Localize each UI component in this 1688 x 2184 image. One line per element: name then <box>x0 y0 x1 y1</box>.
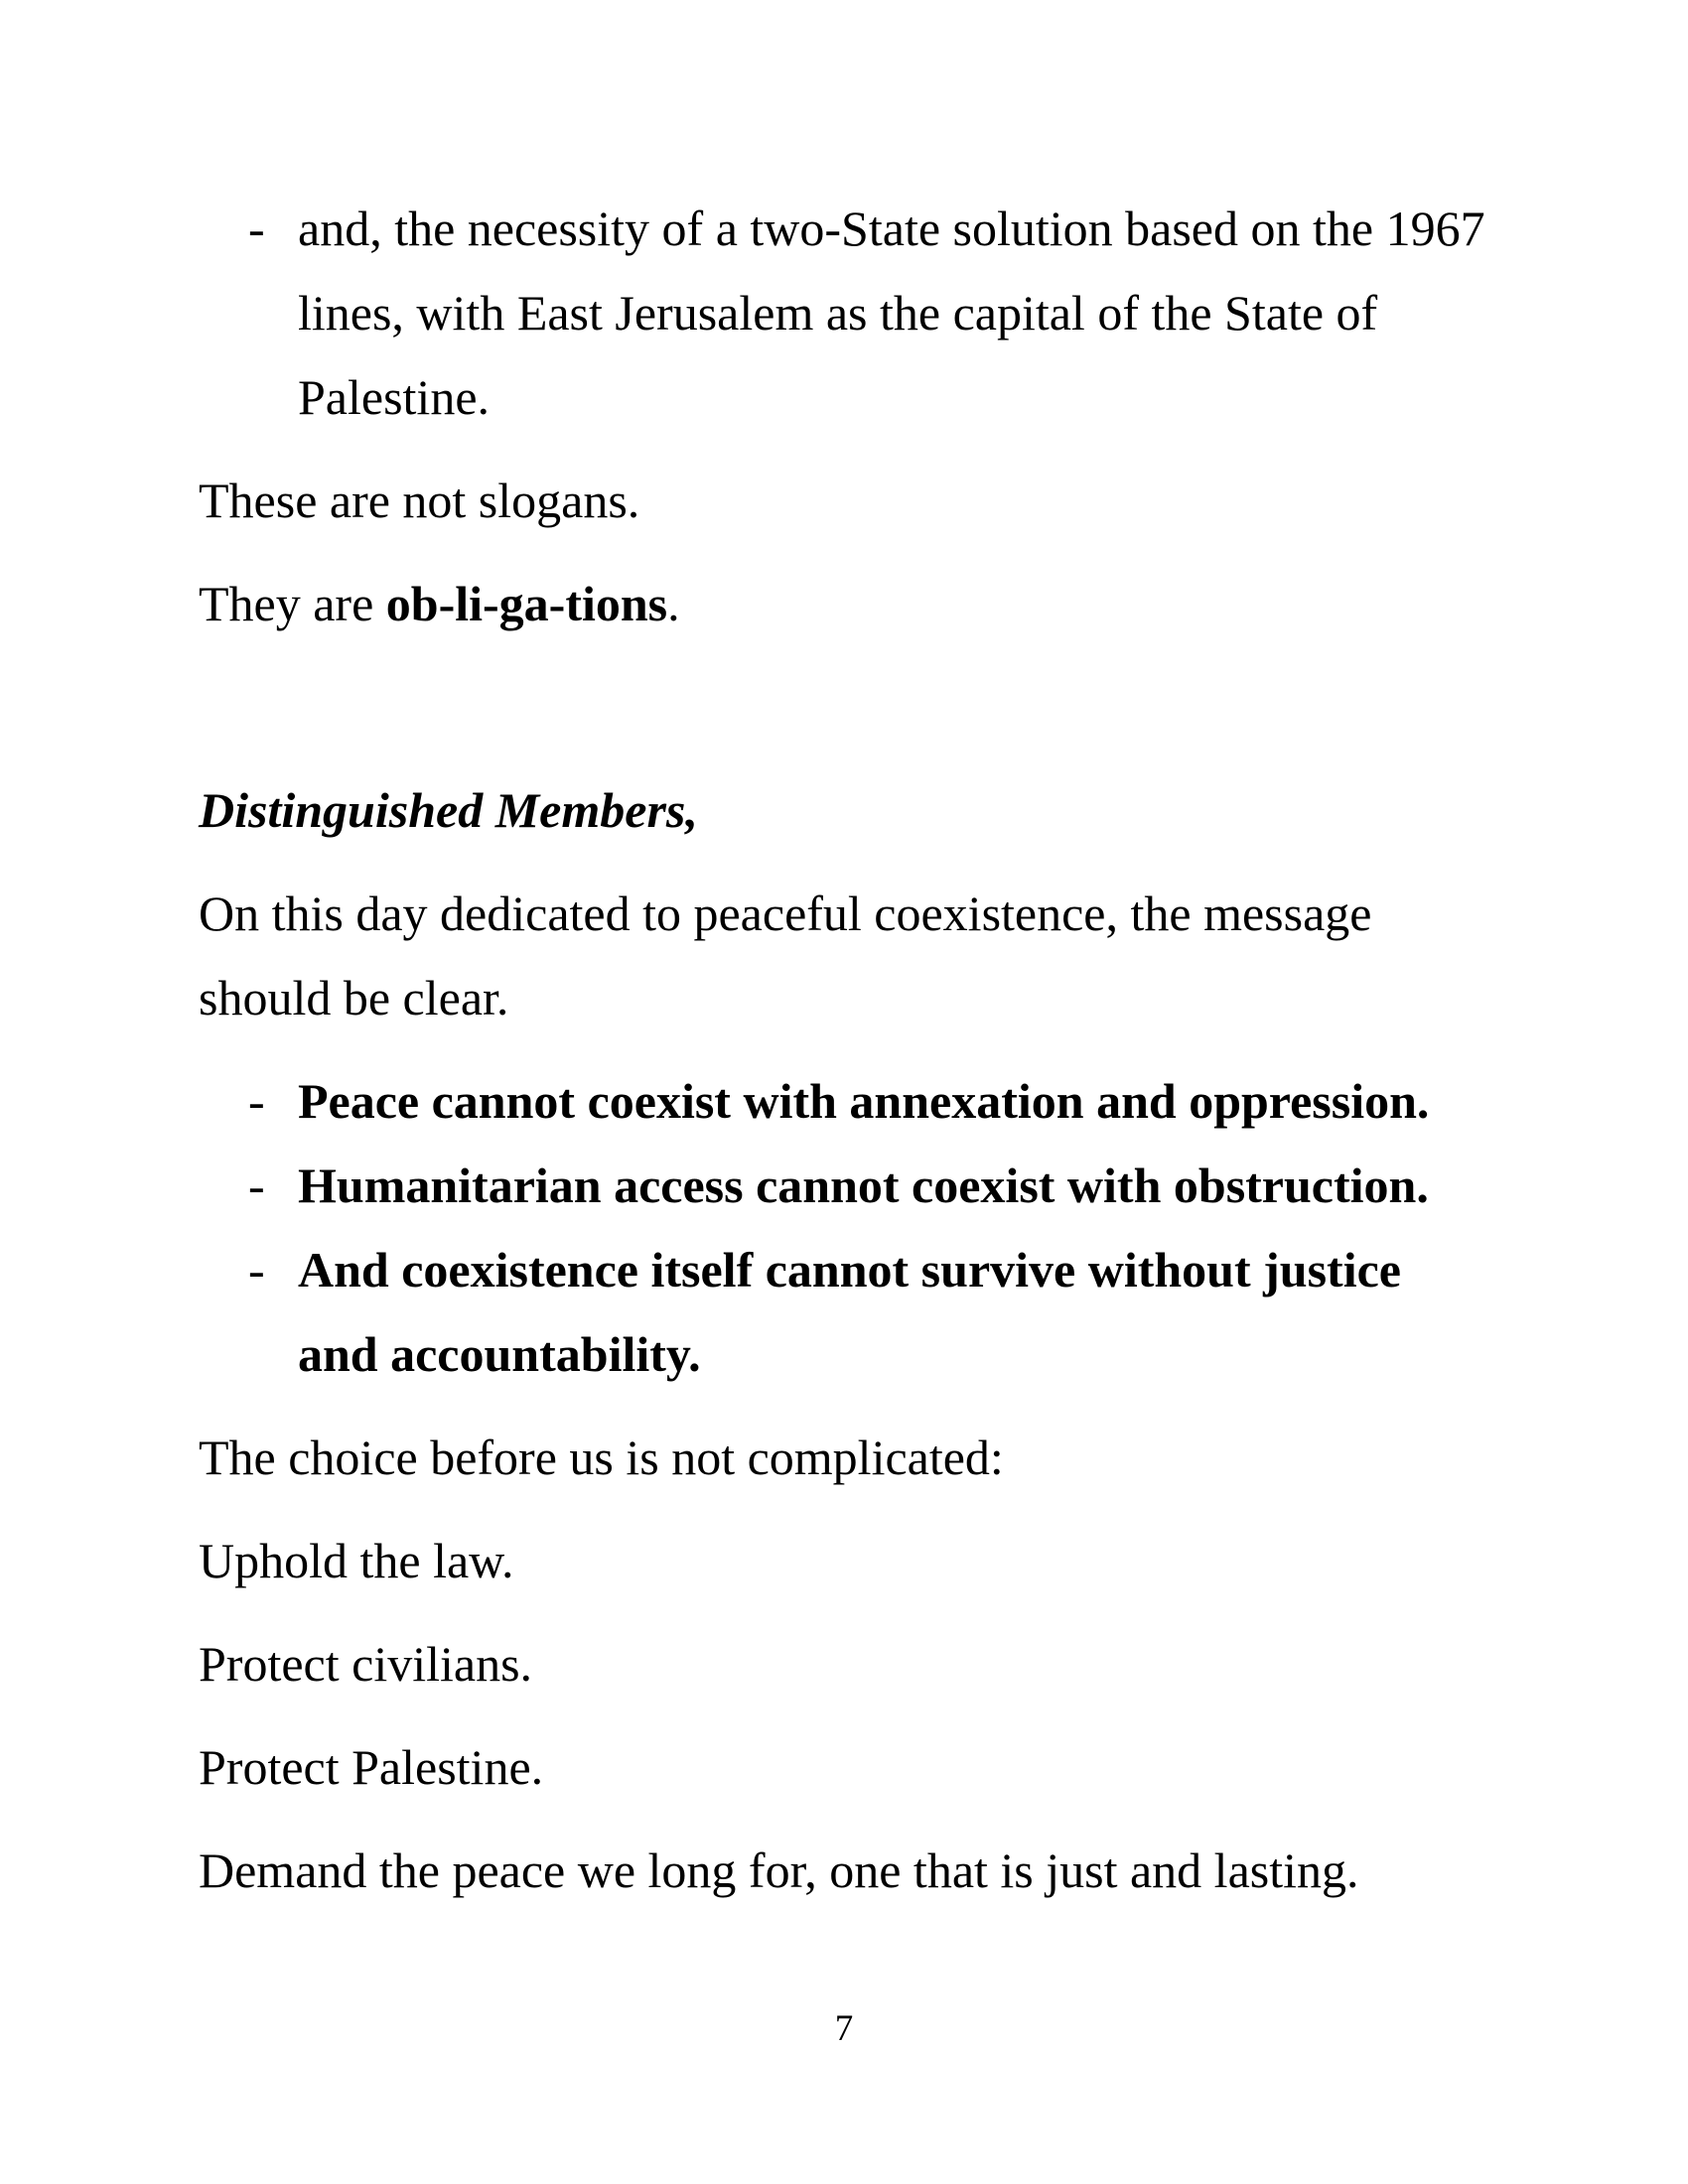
obligations-prefix: They are <box>199 576 386 631</box>
bullet-dash: - <box>248 1158 265 1213</box>
paragraph-demand: Demand the peace we long for, one that is just and lasting. <box>199 1843 1359 1898</box>
paragraph-choice: The choice before us is not complicated: <box>199 1430 1004 1485</box>
salutation-heading: Distinguished Members, <box>199 782 698 838</box>
paragraph-line: On this day dedicated to peaceful coexistence, the message <box>199 886 1372 941</box>
bullet-dash: - <box>248 201 265 256</box>
bullet-text-two-state <box>298 187 1489 440</box>
bullet-text-humanitarian <box>298 1144 1489 1228</box>
paragraph-message <box>199 872 1489 1040</box>
bullet-text-coexistence <box>298 1228 1489 1397</box>
bullet-line: Palestine. <box>298 369 491 425</box>
bullet-line: lines, with East Jerusalem as the capital of the State of <box>298 285 1378 341</box>
bullet-item-humanitarian <box>199 1144 1489 1228</box>
page-content <box>199 187 1489 1932</box>
paragraph-palestine: Protect Palestine. <box>199 1739 544 1795</box>
bullet-dash: - <box>248 1073 265 1129</box>
paragraph-line: should be clear. <box>199 970 509 1025</box>
bullet-line: and, the necessity of a two-State solution based on the 1967 <box>298 201 1485 256</box>
bullet-item-coexistence <box>199 1228 1489 1397</box>
obligations-bold-word: ob-li-ga-tions <box>385 576 668 631</box>
bold-bullet-list <box>199 1059 1489 1397</box>
bullet-line: Humanitarian access cannot coexist with obstruction. <box>298 1158 1429 1213</box>
bullet-item-two-state <box>199 187 1489 440</box>
bullet-text-peace <box>298 1059 1489 1144</box>
paragraph-not-slogans: These are not slogans. <box>199 473 640 528</box>
bullet-item-peace <box>199 1059 1489 1144</box>
bullet-line: Peace cannot coexist with annexation and oppression. <box>298 1073 1430 1129</box>
empty-line <box>199 665 1489 750</box>
obligations-suffix: . <box>667 576 680 631</box>
paragraph-uphold: Uphold the law. <box>199 1533 514 1588</box>
bullet-dash: - <box>248 1242 265 1297</box>
paragraph-obligations <box>199 562 1489 646</box>
bullet-line: and accountability. <box>298 1326 701 1382</box>
page-number: 7 <box>834 2008 854 2049</box>
paragraph-civilians: Protect civilians. <box>199 1636 533 1692</box>
bullet-line: And coexistence itself cannot survive without justice <box>298 1242 1401 1297</box>
